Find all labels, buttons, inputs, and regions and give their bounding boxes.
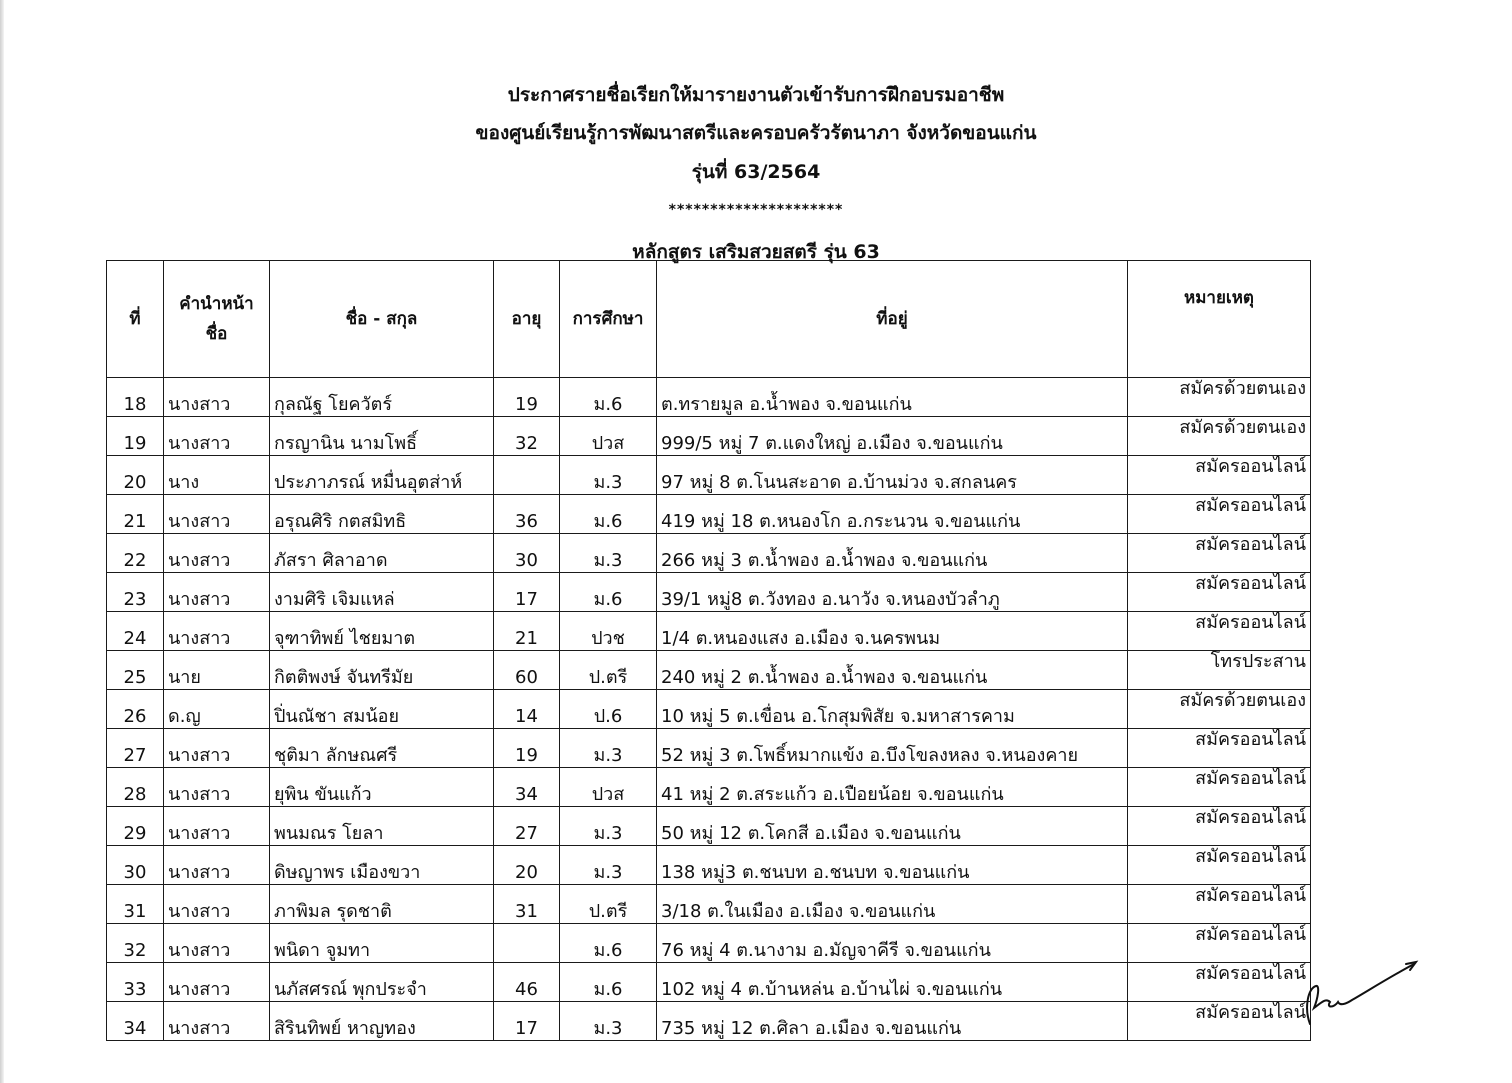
header-address: ที่อยู่: [657, 261, 1128, 378]
cell-name: อรุณศิริ กตสมิทธิ: [270, 495, 494, 534]
cell-education: ปวส: [560, 768, 657, 807]
table-row: [107, 495, 1311, 534]
table-row: [107, 534, 1311, 573]
cell-title-prefix: นางสาว: [164, 495, 270, 534]
cell-name: พนิดา จูมทา: [270, 924, 494, 963]
cell-name: กิตติพงษ์ จันทรีมัย: [270, 651, 494, 690]
cell-address: 266 หมู่ 3 ต.น้ำพอง อ.น้ำพอง จ.ขอนแก่น: [657, 534, 1128, 573]
cell-name: จุฑาทิพย์ ไชยมาต: [270, 612, 494, 651]
table-row: [107, 729, 1311, 768]
cell-note: สมัครออนไลน์: [1128, 807, 1311, 846]
cell-title-prefix: นางสาว: [164, 729, 270, 768]
cell-name: ดิษญาพร เมืองขวา: [270, 846, 494, 885]
table-row: [107, 456, 1311, 495]
cell-name: พนมณร โยลา: [270, 807, 494, 846]
cell-address: 102 หมู่ 4 ต.บ้านหล่น อ.บ้านไผ่ จ.ขอนแก่น: [657, 963, 1128, 1002]
cell-address: 240 หมู่ 2 ต.น้ำพอง อ.น้ำพอง จ.ขอนแก่น: [657, 651, 1128, 690]
roster-body: [107, 378, 1311, 1041]
cell-name: ชุติมา ลักษณศรี: [270, 729, 494, 768]
cell-note: สมัครออนไลน์: [1128, 573, 1311, 612]
cell-name: กุลณัฐ โยควัตร์: [270, 378, 494, 417]
cell-age: [494, 456, 560, 495]
cell-address: 999/5 หมู่ 7 ต.แดงใหญ่ อ.เมือง จ.ขอนแก่น: [657, 417, 1128, 456]
course-title: หลักสูตร เสริมสวยสตรี รุ่น 63: [632, 241, 880, 263]
cell-name: ปิ่นณัชา สมน้อย: [270, 690, 494, 729]
table-row: [107, 378, 1311, 417]
cell-education: ม.6: [560, 378, 657, 417]
cell-education: ปวช: [560, 612, 657, 651]
cell-note: สมัครออนไลน์: [1128, 534, 1311, 573]
cell-no: 26: [107, 690, 164, 729]
cell-title-prefix: นาย: [164, 651, 270, 690]
cell-note: โทรประสาน: [1128, 651, 1311, 690]
cell-no: 27: [107, 729, 164, 768]
cell-age: 19: [494, 729, 560, 768]
cell-age: 32: [494, 417, 560, 456]
cell-age: [494, 924, 560, 963]
cell-no: 24: [107, 612, 164, 651]
table-row: [107, 807, 1311, 846]
cell-education: ป.ตรี: [560, 651, 657, 690]
cell-no: 29: [107, 807, 164, 846]
cell-title-prefix: นางสาว: [164, 612, 270, 651]
cell-address: ต.ทรายมูล อ.น้ำพอง จ.ขอนแก่น: [657, 378, 1128, 417]
cell-note: สมัครด้วยตนเอง: [1128, 378, 1311, 417]
cell-address: 39/1 หมู่8 ต.วังทอง อ.นาวัง จ.หนองบัวลำภู: [657, 573, 1128, 612]
cell-no: 31: [107, 885, 164, 924]
cell-address: 10 หมู่ 5 ต.เขื่อน อ.โกสุมพิสัย จ.มหาสารคาม: [657, 690, 1128, 729]
cell-note: สมัครออนไลน์: [1128, 456, 1311, 495]
table-row: [107, 846, 1311, 885]
cell-address: 138 หมู่3 ต.ชนบท อ.ชนบท จ.ขอนแก่น: [657, 846, 1128, 885]
cell-note: สมัครออนไลน์: [1128, 963, 1311, 1002]
cell-title-prefix: นางสาว: [164, 846, 270, 885]
cell-name: กรญานิน นามโพธิ์: [270, 417, 494, 456]
cell-age: 36: [494, 495, 560, 534]
header-age: อายุ: [494, 261, 560, 378]
cell-address: 97 หมู่ 8 ต.โนนสะอาด อ.บ้านม่วง จ.สกลนคร: [657, 456, 1128, 495]
cell-age: 31: [494, 885, 560, 924]
cell-address: 735 หมู่ 12 ต.ศิลา อ.เมือง จ.ขอนแก่น: [657, 1002, 1128, 1041]
cell-title-prefix: นาง: [164, 456, 270, 495]
cell-note: สมัครออนไลน์: [1128, 885, 1311, 924]
cell-title-prefix: นางสาว: [164, 807, 270, 846]
cell-name: สิรินทิพย์ หาญทอง: [270, 1002, 494, 1041]
cell-title-prefix: นางสาว: [164, 534, 270, 573]
cell-education: ม.3: [560, 534, 657, 573]
cell-education: ม.3: [560, 1002, 657, 1041]
cell-note: สมัครออนไลน์: [1128, 924, 1311, 963]
cell-no: 18: [107, 378, 164, 417]
header-name: ชื่อ - สกุล: [270, 261, 494, 378]
cell-no: 22: [107, 534, 164, 573]
cell-age: 46: [494, 963, 560, 1002]
cell-name: งามศิริ เจิมแหล่: [270, 573, 494, 612]
cell-title-prefix: นางสาว: [164, 885, 270, 924]
cell-note: สมัครด้วยตนเอง: [1128, 417, 1311, 456]
cell-no: 28: [107, 768, 164, 807]
cell-title-prefix: นางสาว: [164, 417, 270, 456]
table-row: [107, 417, 1311, 456]
cell-education: ม.6: [560, 924, 657, 963]
cell-name: ประภาภรณ์ หมื่นอุตส่าห์: [270, 456, 494, 495]
table-row: [107, 1002, 1311, 1041]
cell-education: ม.6: [560, 573, 657, 612]
batch-number: รุ่นที่ 63/2564: [691, 161, 821, 183]
cell-title-prefix: นางสาว: [164, 924, 270, 963]
cell-name: นภัสศรณ์ พุกประจำ: [270, 963, 494, 1002]
cell-title-prefix: ด.ญ: [164, 690, 270, 729]
cell-name: ยุพิน ขันแก้ว: [270, 768, 494, 807]
cell-education: ป.ตรี: [560, 885, 657, 924]
cell-age: 17: [494, 1002, 560, 1041]
center-name: ของศูนย์เรียนรู้การพัฒนาสตรีและครอบครัวรัตนาภา จังหวัดขอนแก่น: [475, 122, 1037, 144]
table-row: [107, 612, 1311, 651]
table-row: [107, 573, 1311, 612]
cell-title-prefix: นางสาว: [164, 963, 270, 1002]
roster-table: [106, 260, 1311, 1041]
cell-address: 3/18 ต.ในเมือง อ.เมือง จ.ขอนแก่น: [657, 885, 1128, 924]
cell-education: ป.6: [560, 690, 657, 729]
cell-no: 25: [107, 651, 164, 690]
header-title-line2: ชื่อ: [205, 324, 228, 344]
cell-address: 50 หมู่ 12 ต.โคกสี อ.เมือง จ.ขอนแก่น: [657, 807, 1128, 846]
header-no: ที่: [107, 261, 164, 378]
cell-address: 41 หมู่ 2 ต.สระแก้ว อ.เปือยน้อย จ.ขอนแก่น: [657, 768, 1128, 807]
cell-note: สมัครออนไลน์: [1128, 768, 1311, 807]
cell-education: ม.6: [560, 963, 657, 1002]
cell-title-prefix: นางสาว: [164, 378, 270, 417]
cell-title-prefix: นางสาว: [164, 573, 270, 612]
cell-education: ม.3: [560, 456, 657, 495]
header-row: [107, 261, 1311, 378]
header-note: หมายเหตุ: [1128, 261, 1311, 378]
cell-no: 20: [107, 456, 164, 495]
cell-no: 30: [107, 846, 164, 885]
cell-note: สมัครออนไลน์: [1128, 612, 1311, 651]
handwritten-signature: [1296, 958, 1422, 1028]
cell-no: 21: [107, 495, 164, 534]
cell-age: 27: [494, 807, 560, 846]
cell-age: 14: [494, 690, 560, 729]
cell-age: 21: [494, 612, 560, 651]
cell-address: 1/4 ต.หนองแสง อ.เมือง จ.นครพนม: [657, 612, 1128, 651]
cell-name: ภัสรา ศิลาอาด: [270, 534, 494, 573]
table-row: [107, 885, 1311, 924]
cell-name: ภาพิมล รุดชาติ: [270, 885, 494, 924]
cell-no: 33: [107, 963, 164, 1002]
cell-age: 17: [494, 573, 560, 612]
cell-no: 34: [107, 1002, 164, 1041]
table-row: [107, 963, 1311, 1002]
table-row: [107, 768, 1311, 807]
cell-age: 20: [494, 846, 560, 885]
cell-note: สมัครออนไลน์: [1128, 846, 1311, 885]
header-title-prefix: [164, 261, 270, 378]
cell-age: 60: [494, 651, 560, 690]
cell-note: สมัครออนไลน์: [1128, 495, 1311, 534]
cell-no: 32: [107, 924, 164, 963]
table-row: [107, 690, 1311, 729]
cell-note: สมัครออนไลน์: [1128, 729, 1311, 768]
cell-education: ปวส: [560, 417, 657, 456]
cell-education: ม.3: [560, 729, 657, 768]
header-title-line1: คำนำหน้า: [179, 294, 254, 314]
cell-address: 419 หมู่ 18 ต.หนองโก อ.กระนวน จ.ขอนแก่น: [657, 495, 1128, 534]
cell-note: สมัครออนไลน์: [1128, 1002, 1311, 1041]
cell-education: ม.3: [560, 846, 657, 885]
cell-address: 52 หมู่ 3 ต.โพธิ์หมากแข้ง อ.บึงโขลงหลง จ.หนองคาย: [657, 729, 1128, 768]
header-education: การศึกษา: [560, 261, 657, 378]
cell-title-prefix: นางสาว: [164, 768, 270, 807]
cell-note: สมัครด้วยตนเอง: [1128, 690, 1311, 729]
cell-age: 30: [494, 534, 560, 573]
table-row: [107, 924, 1311, 963]
cell-no: 19: [107, 417, 164, 456]
cell-education: ม.6: [560, 495, 657, 534]
cell-age: 34: [494, 768, 560, 807]
cell-title-prefix: นางสาว: [164, 1002, 270, 1041]
star-divider: *********************: [668, 202, 844, 218]
announcement-title: ประกาศรายชื่อเรียกให้มารายงานตัวเข้ารับการฝึกอบรมอาชีพ: [507, 84, 1005, 106]
cell-education: ม.3: [560, 807, 657, 846]
cell-age: 19: [494, 378, 560, 417]
table-row: [107, 651, 1311, 690]
cell-no: 23: [107, 573, 164, 612]
cell-address: 76 หมู่ 4 ต.นางาม อ.มัญจาคีรี จ.ขอนแก่น: [657, 924, 1128, 963]
